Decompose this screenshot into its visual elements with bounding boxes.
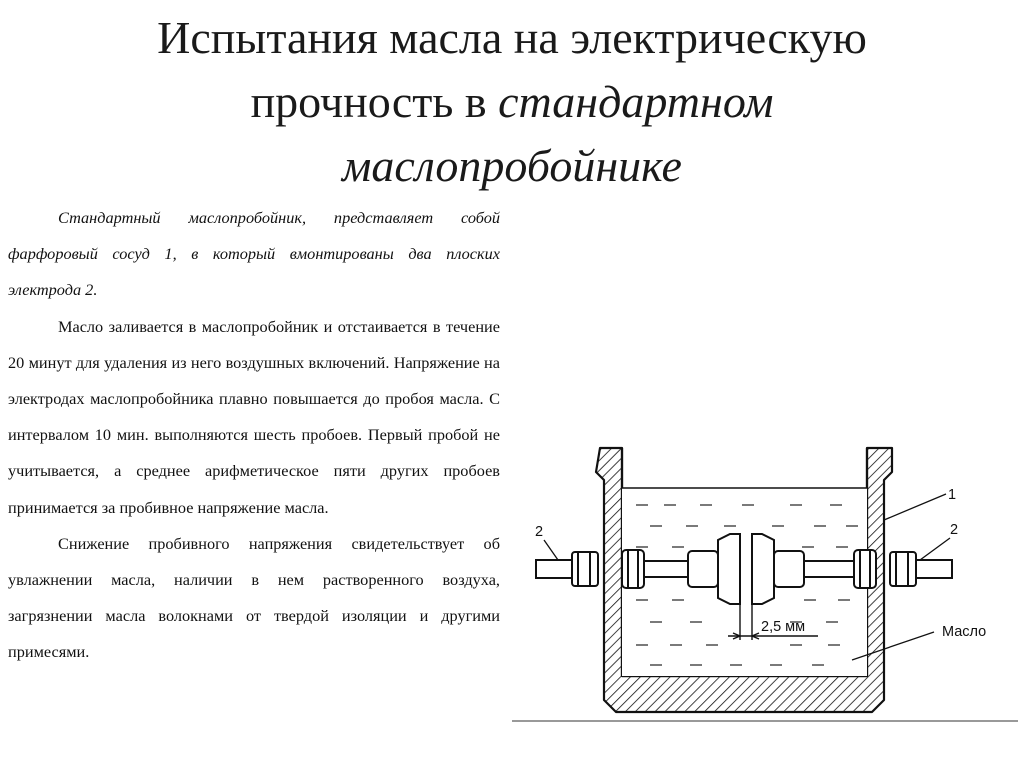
- label-electrode-left: 2: [535, 524, 544, 540]
- label-vessel: 1: [948, 487, 957, 503]
- paragraph-2: Масло заливается в маслопробойник и отстаивается в течение 20 минут для удаления из него воздушных включений. Напряжение на электродах маслопробойника плавно повышается до пробоя масла. С интервалом 10 мин. выполняются шесть пробоев. Первый пробой не учитывается, а среднее арифметическое пяти других пробоев принимается за пробивное напряжение масла.: [8, 316, 500, 517]
- label-oil: Масло: [942, 624, 987, 640]
- title-line-2-italic: стандартном: [498, 76, 774, 127]
- title-line-2: [40, 70, 984, 134]
- paragraph-3: Снижение пробивного напряжения свидетельствует об увлажнении масла, наличии в нем растворенного воздуха, загрязнении масла волокнами от твердой изоляции и другими примесями.: [8, 533, 500, 662]
- slide-title: [40, 6, 984, 198]
- title-line-3: маслопробойнике: [342, 140, 682, 191]
- gap-label: 2,5 мм: [761, 619, 806, 635]
- body-text: [8, 200, 500, 671]
- title-line-2-plain: прочность в: [250, 76, 487, 127]
- title-line-1: Испытания масла на электрическую: [157, 12, 867, 63]
- oil-tester-diagram: [505, 425, 1024, 725]
- label-electrode-right: 2: [950, 522, 959, 538]
- oil-fill: [622, 488, 867, 676]
- paragraph-1: Стандартный маслопробойник, представляет собой фарфоровый сосуд 1, в который вмонтированы два плоских электрода 2.: [8, 208, 500, 300]
